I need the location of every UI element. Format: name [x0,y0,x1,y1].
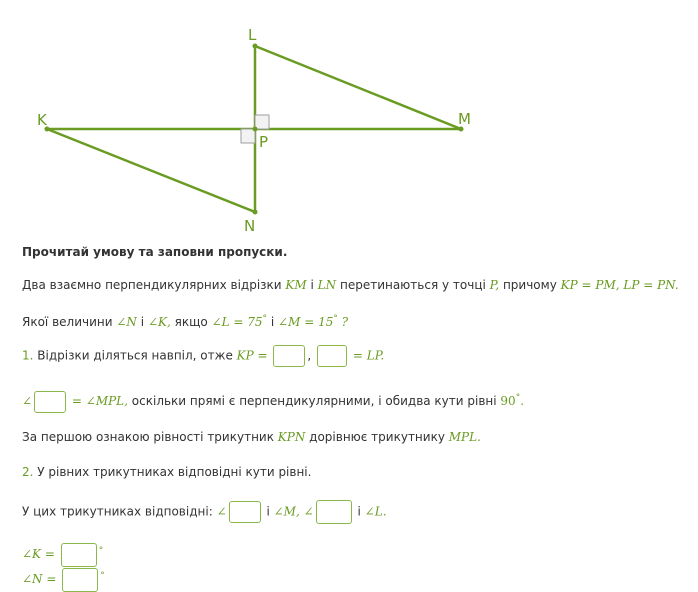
angle-l-label: ∠L. [364,504,387,519]
step-2-text: У рівних трикутниках відповідні кути рівні. [37,465,312,479]
step-1-number: 1. [22,348,34,363]
conj-and-2: і [140,315,145,329]
condition-text-1: Два взаємно перпендикулярних відрізки [22,278,282,292]
degree-sign: ° [98,546,104,556]
label-m: M [458,110,471,128]
segment-kn [47,129,255,212]
corresponding-line [22,500,387,524]
right-angle-mark-top [255,115,269,129]
question-line [22,310,348,331]
step-1-line [22,345,384,367]
comma: , [307,348,312,363]
lp-label: = LP. [352,348,385,363]
step-2-number: 2. [22,465,34,479]
conj-and-5: і [357,504,361,519]
conj-and-3: і [270,315,275,329]
period: . [520,394,525,408]
angle-m-label: ∠M, [273,504,300,519]
label-p: P [259,133,269,151]
answer-input-angle-k[interactable] [61,543,97,567]
answer-k-line [22,542,103,567]
right-angle-mark-bottom [241,129,255,143]
instruction: Прочитай умову та заповни пропуски. [22,245,288,259]
point-p-label: P, [489,278,500,292]
point-p [253,127,258,132]
point-l [253,44,258,49]
angle-equality-text: оскільки прямі є перпендикулярними, і обидва кути рівні [131,394,497,408]
angle-k-answer-label: ∠K = [22,547,55,561]
degree-sign: ° [515,393,521,403]
answer-input-4[interactable] [229,501,261,523]
angle-symbol: ∠ [22,394,33,408]
triangle-kpn-label: KPN [277,430,306,444]
answer-input-5[interactable] [316,500,352,524]
ninety-value: 90 [500,394,516,408]
degree-sign: ° [333,314,338,324]
angle-n-label: ∠N [116,315,137,329]
answer-input-3[interactable] [34,391,66,413]
condition-line [22,276,679,294]
congruence-line [22,428,481,446]
angle-equality-line [22,389,524,413]
answer-input-1[interactable] [273,345,305,367]
angle-k-label: ∠K, [147,315,171,329]
triangle-mpl-label: MPL. [448,430,481,444]
conj-and-1: і [310,278,314,292]
degree-sign: ° [262,314,268,324]
angle-symbol: ∠ [303,504,314,519]
step-1-text: Відрізки діляться навпіл, отже [37,348,233,363]
triangles-figure [0,0,698,240]
corresponding-text: У цих трикутниках відповідні: [22,504,213,519]
answer-input-angle-n[interactable] [62,568,98,592]
kp-label: KP = [236,348,268,363]
condition-text-3: причому [502,278,557,292]
conj-and-4: і [266,504,270,519]
angle-symbol: ∠ [216,504,227,519]
angle-l-value: ∠L = 75 [211,315,263,329]
congruence-text-2: дорівнює трикутнику [309,430,445,444]
segment-ln-label: LN [317,278,337,292]
label-l: L [248,26,257,44]
congruence-text-1: За першою ознакою рівності трикутник [22,430,274,444]
segment-lm [255,46,461,129]
question-text-1: Якої величини [22,315,113,329]
condition-text-2: перетинаються у точці [339,278,486,292]
angle-mpl-label: = ∠MPL, [71,394,128,408]
angle-n-answer-label: ∠N = [22,572,57,586]
segment-km-label: KM [285,278,307,292]
equalities: KP = PM, LP = PN. [560,278,679,292]
label-n: N [244,217,256,235]
degree-sign: ° [100,571,105,581]
angle-m-value: ∠M = 15 [278,315,334,329]
question-mark: ? [341,315,349,329]
answer-n-line [22,567,105,592]
question-text-2: якщо [174,315,208,329]
answer-input-2[interactable] [317,345,347,367]
step-2-line [22,463,311,481]
label-k: K [37,111,47,129]
point-n [253,210,258,215]
